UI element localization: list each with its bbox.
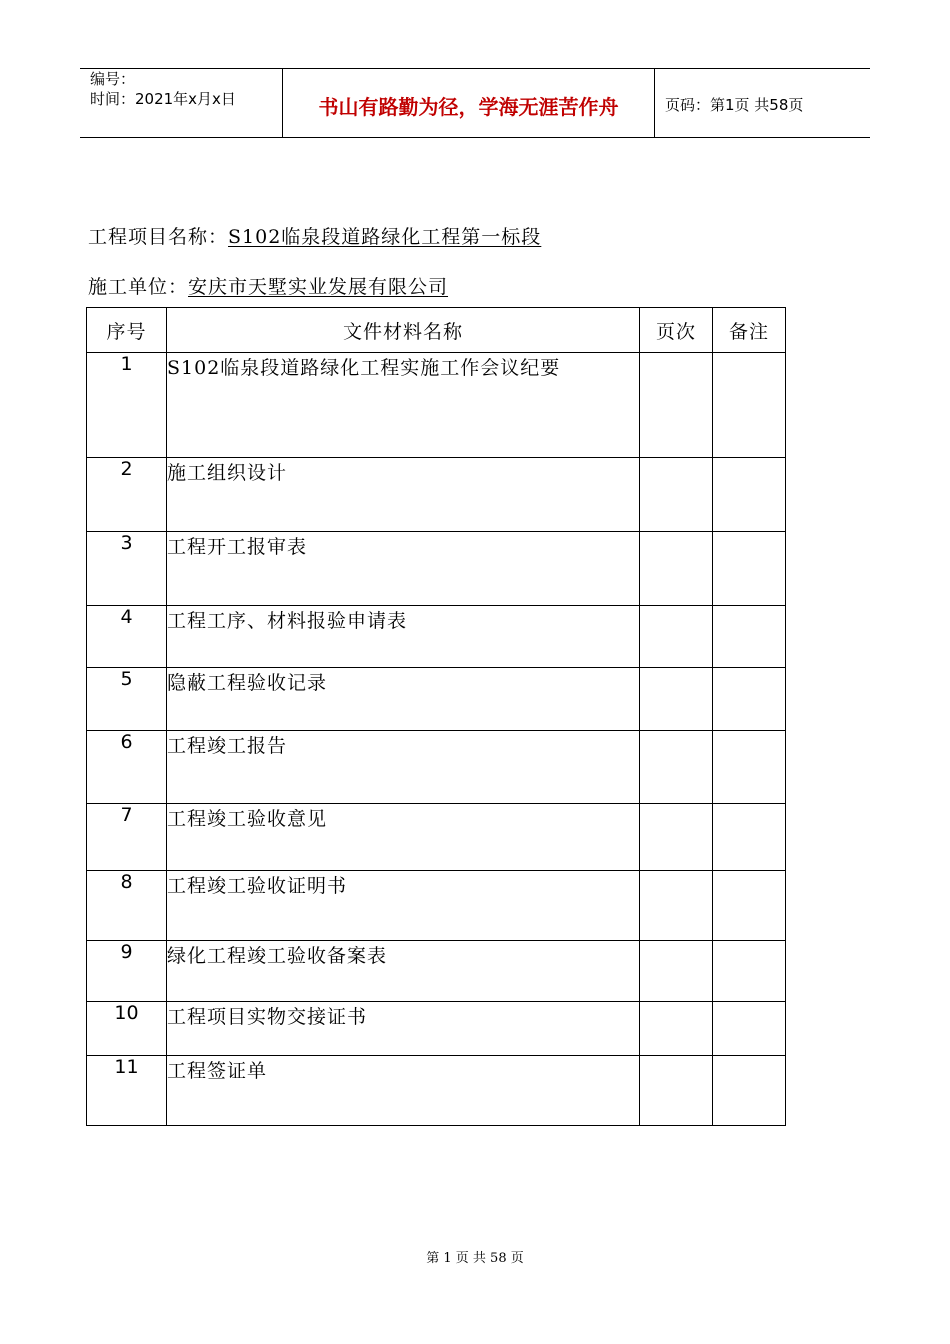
row-note-cell [713,532,786,606]
row-page-cell [640,1056,713,1126]
row-document-name: 施工组织设计 [167,458,640,532]
col-header-number: 序号 [87,308,167,353]
row-document-name: 工程项目实物交接证书 [167,1002,640,1056]
table-header-row [87,308,786,353]
document-time: 时间：2021年x月x日 [90,90,236,108]
project-name-label: 工程项目名称： [88,226,229,248]
row-document-name: 工程工序、材料报验申请表 [167,606,640,668]
construction-unit-line [88,272,448,299]
document-list-table [86,307,786,1126]
col-header-name: 文件材料名称 [167,308,640,353]
row-document-name: 隐蔽工程验收记录 [167,668,640,731]
col-header-page: 页次 [640,308,713,353]
project-name-value: S102临泉段道路绿化工程第一标段 [228,226,542,248]
row-note-cell [713,458,786,532]
table-row [87,353,786,458]
table-row [87,1056,786,1126]
row-number: 5 [87,668,167,731]
header-meta [90,69,236,109]
row-number: 11 [87,1056,167,1126]
table-row [87,941,786,1002]
row-note-cell [713,1056,786,1126]
table-row [87,731,786,804]
row-document-name: 绿化工程竣工验收备案表 [167,941,640,1002]
table-row [87,1002,786,1056]
page-footer: 第 1 页 共 58 页 [426,1251,524,1266]
row-note-cell [713,606,786,668]
row-page-cell [640,606,713,668]
row-page-cell [640,668,713,731]
table-row [87,668,786,731]
row-page-cell [640,804,713,871]
table-row [87,532,786,606]
col-header-note: 备注 [713,308,786,353]
header-motto: 书山有路勤为径，学海无涯苦作舟 [318,95,619,119]
row-note-cell [713,804,786,871]
row-number: 1 [87,353,167,458]
page-header [80,68,870,138]
row-page-cell [640,731,713,804]
row-number: 2 [87,458,167,532]
row-number: 6 [87,731,167,804]
row-document-name: 工程竣工验收证明书 [167,871,640,941]
row-document-name: 工程竣工报告 [167,731,640,804]
row-number: 3 [87,532,167,606]
document-number-label: 编号： [90,70,136,88]
table-row [87,871,786,941]
project-name-line [88,222,541,249]
table-row [87,804,786,871]
table-row [87,606,786,668]
table-row [87,458,786,532]
row-number: 8 [87,871,167,941]
row-page-cell [640,532,713,606]
header-divider [654,69,655,137]
row-document-name: S102临泉段道路绿化工程实施工作会议纪要 [167,353,640,458]
row-number: 9 [87,941,167,1002]
construction-unit-value: 安庆市天墅实业发展有限公司 [188,276,449,298]
row-page-cell [640,1002,713,1056]
row-number: 10 [87,1002,167,1056]
header-page-info: 页码：第1页 共58页 [665,96,804,114]
construction-unit-label: 施工单位： [88,276,189,298]
row-page-cell [640,871,713,941]
row-number: 7 [87,804,167,871]
row-note-cell [713,1002,786,1056]
row-document-name: 工程开工报审表 [167,532,640,606]
row-note-cell [713,731,786,804]
row-note-cell [713,668,786,731]
row-page-cell [640,458,713,532]
row-note-cell [713,871,786,941]
row-note-cell [713,941,786,1002]
row-page-cell [640,353,713,458]
row-note-cell [713,353,786,458]
row-page-cell [640,941,713,1002]
row-number: 4 [87,606,167,668]
row-document-name: 工程签证单 [167,1056,640,1126]
row-document-name: 工程竣工验收意见 [167,804,640,871]
